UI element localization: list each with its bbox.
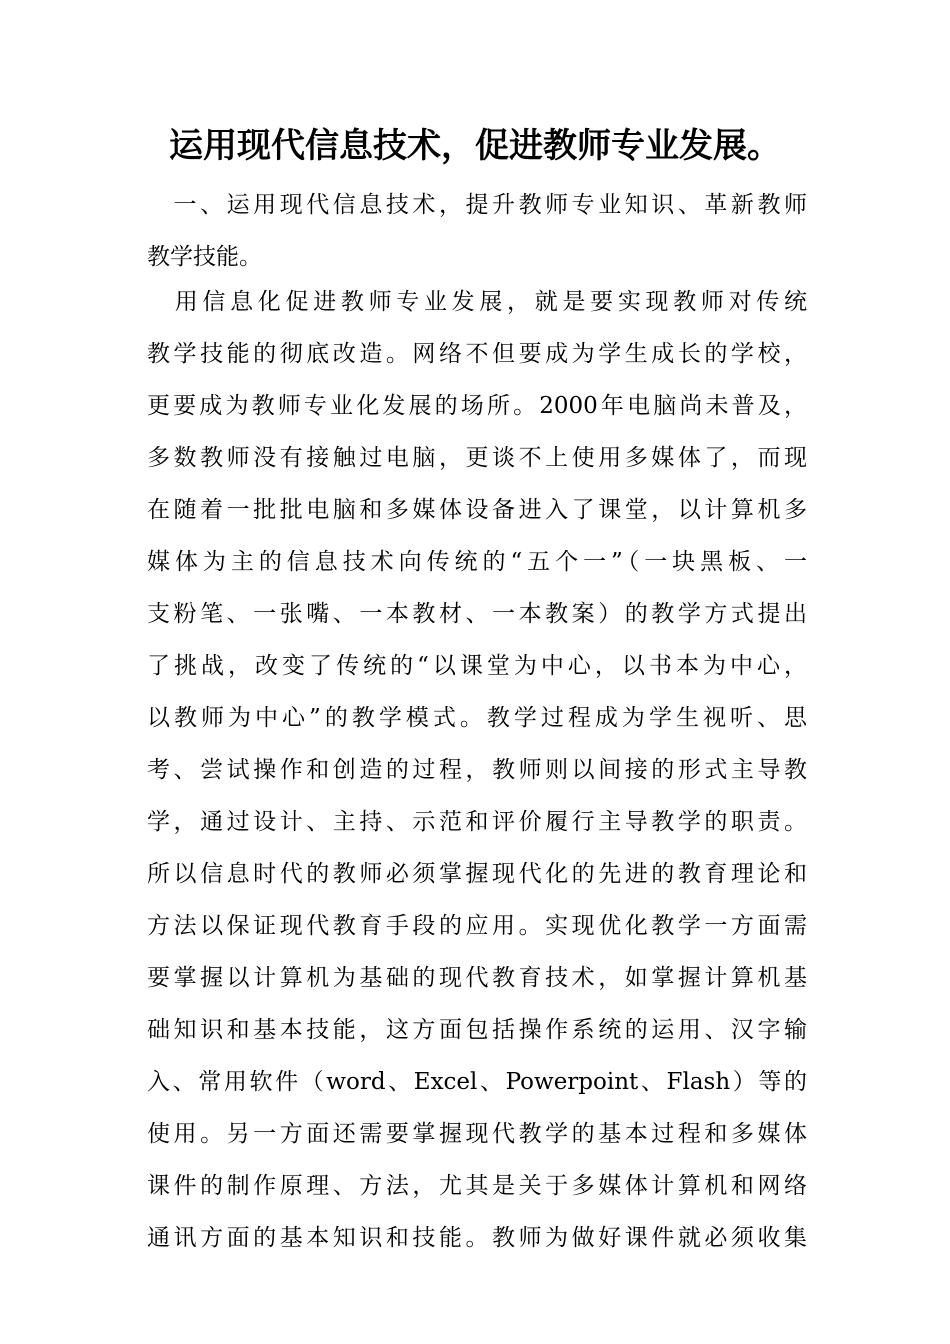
paragraph-line: 所以信息时代的教师必须掌握现代化的先进的教育理论和 xyxy=(147,861,807,887)
paragraph-line: 用信息化促进教师专业发展，就是要实现教师对传统 xyxy=(147,289,807,315)
body-paragraph xyxy=(147,276,807,1264)
section-heading-line: 一、运用现代信息技术，提升教师专业知识、革新教师 xyxy=(147,192,807,218)
paragraph-line: 使用。另一方面还需要掌握现代教学的基本过程和多媒体 xyxy=(147,1121,807,1147)
paragraph-line: 考、尝试操作和创造的过程，教师则以间接的形式主导教 xyxy=(147,757,807,783)
document-title: 运用现代信息技术，促进教师专业发展。 xyxy=(169,126,781,166)
paragraph-line: 支粉笔、一张嘴、一本教材、一本教案）的教学方式提出 xyxy=(147,601,807,627)
section-heading-line: 教学技能。 xyxy=(147,244,262,270)
paragraph-line: 多数教师没有接触过电脑，更谈不上使用多媒体了，而现 xyxy=(147,445,807,471)
paragraph-line: 更要成为教师专业化发展的场所。2000年电脑尚未普及， xyxy=(147,393,807,419)
paragraph-line: 方法以保证现代教育手段的应用。实现优化教学一方面需 xyxy=(147,913,807,939)
paragraph-line: 在随着一批批电脑和多媒体设备进入了课堂，以计算机多 xyxy=(147,497,807,523)
paragraph-line: 教学技能的彻底改造。网络不但要成为学生成长的学校， xyxy=(147,341,807,367)
paragraph-line: 通讯方面的基本知识和技能。教师为做好课件就必须收集 xyxy=(147,1225,807,1251)
paragraph-line: 课件的制作原理、方法，尤其是关于多媒体计算机和网络 xyxy=(147,1173,807,1199)
paragraph-line: 了挑战，改变了传统的“以课堂为中心，以书本为中心， xyxy=(147,653,807,679)
section-heading xyxy=(147,179,807,283)
paragraph-line: 入、常用软件（word、Excel、Powerpoint、Flash）等的 xyxy=(147,1069,807,1095)
paragraph-line: 以教师为中心”的教学模式。教学过程成为学生视听、思 xyxy=(147,705,807,731)
paragraph-line: 础知识和基本技能，这方面包括操作系统的运用、汉字输 xyxy=(147,1017,807,1043)
paragraph-line: 学，通过设计、主持、示范和评价履行主导教学的职责。 xyxy=(147,809,807,835)
paragraph-line: 媒体为主的信息技术向传统的“五个一”（一块黑板、一 xyxy=(147,549,807,575)
paragraph-line: 要掌握以计算机为基础的现代教育技术，如掌握计算机基 xyxy=(147,965,807,991)
